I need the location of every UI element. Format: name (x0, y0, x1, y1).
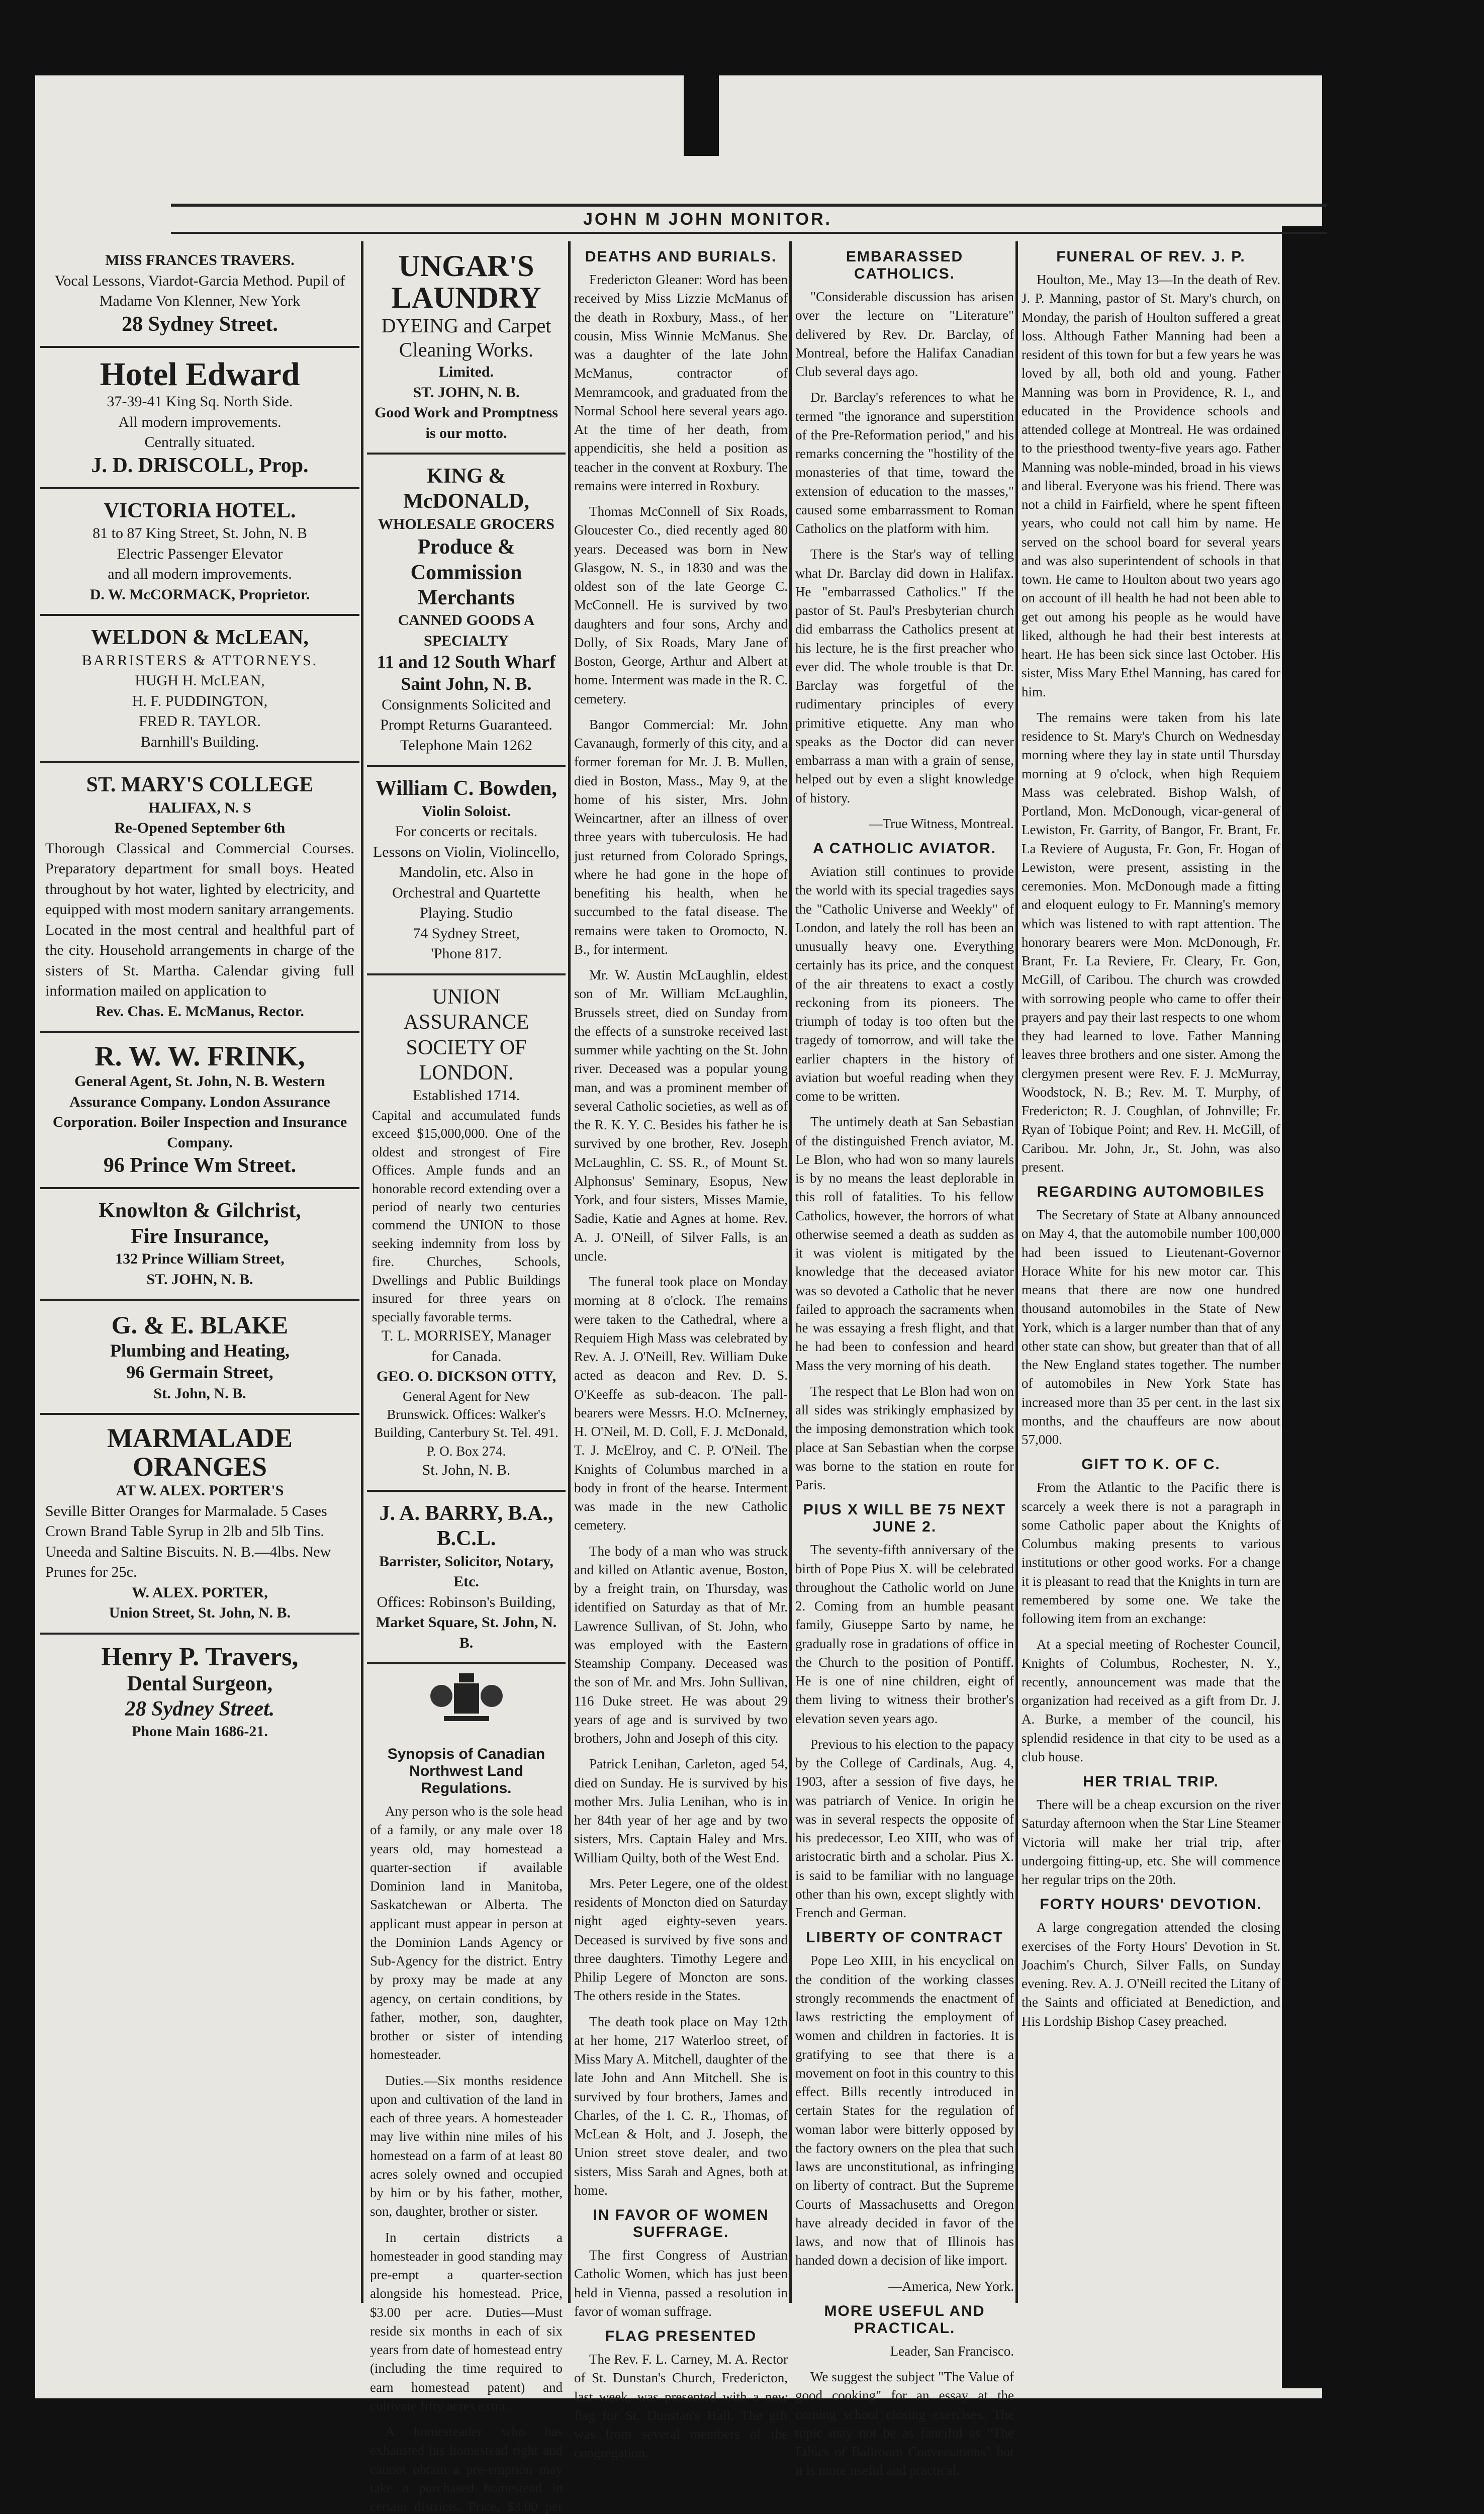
ad-address: Union Street, St. John, N. B. (109, 1604, 291, 1622)
ad-blake (40, 1301, 359, 1415)
article-paragraph: Previous to his election to the papacy by the College of Cardinals, Aug. 4, 1903, after a session of five days, he was patriarch of Venice. In origin he was in several respects the opposite of his predecessor, Leo XIII, who was of aristocratic birth and a scholar. Pius X. is said to be familiar with no language other than his own, except slightly with French and German. (795, 1736, 1014, 1920)
ad-title: MISS FRANCES TRAVERS. (105, 252, 295, 268)
ad-marmalade-oranges (40, 1415, 359, 1635)
news-column-deaths (574, 241, 788, 2470)
ad-st-marys-college (40, 763, 359, 1033)
ad-subtitle: Violin Soloist. (421, 802, 511, 820)
ad-title: William C. Bowden, (376, 777, 557, 800)
ad-text: All modern improvements. (118, 413, 282, 430)
ad-address: 96 Prince Wm Street. (103, 1154, 297, 1178)
ad-title: J. A. BARRY, B.A., B.C.L. (379, 1501, 553, 1551)
ad-subtitle: BARRISTERS & ATTORNEYS. (81, 652, 318, 669)
ad-signature: Rev. Chas. E. McManus, Rector. (96, 1003, 304, 1020)
ad-text: Good Work and Promptness is our motto. (375, 404, 558, 441)
article-heading: FORTY HOURS' DEVOTION. (1040, 1896, 1262, 1913)
article-paragraph: Patrick Lenihan, Carleton, aged 54, died on Sunday. He is survived by his mother Mrs. Julia Lenihan, who is in her 84th year of her age and by two sisters, Mrs. Captain Haley and Mrs. William Quilty, both of the West End. (574, 1756, 788, 1865)
ad-union-assurance (367, 975, 566, 1492)
article-paragraph: Bangor Commercial: Mr. John Cavanaugh, formerly of this city, and a former foreman for Mr. J. B. Mullen, died in Boston, Mass., May 9, at the home of his sister, Mrs. John Weincartner, after an illness of over three years with tuberculosis. He had just returned from Colorado Springs, where he had gone in the hope of benefiting his health, when he succumbed to the fatal disease. The remains were taken to Oromocto, N. B., for interment. (574, 716, 788, 957)
article-paragraph: At a special meeting of Rochester Council, Knights of Columbus, Rochester, N. Y., recently, announcement was made that the organization had received as a gift from Dr. J. A. Burke, a member of the council, his splendid residence in that city to be used as a club house. (1022, 1637, 1280, 1764)
masthead: JOHN M JOHN MONITOR. (171, 204, 1327, 234)
ad-ungars-laundry (367, 241, 566, 455)
ad-text: Thorough Classical and Commercial Courses. Preparatory department for small boys. Heated throughout by hot water, lighted by electricity, and equipped with most modern sanitary arrangements. Located in the most central and healthful part of the city. Household arrangements in charge of the sisters of St. Martha. Calendar giving full information mailed on application to (45, 840, 354, 1000)
ad-title: UNGAR'S LAUNDRY (391, 249, 541, 314)
article-paragraph: From the Atlantic to the Pacific there is scarcely a week there is not a paragraph in some Catholic paper about the Knights of Columbus making presents to various institutions or other good works. For a change it is pleasant to read that the Knights in turn are remembered by some one. We take the following item from an exchange: (1022, 1480, 1280, 1626)
article-heading: GIFT TO K. OF C. (1081, 1456, 1221, 1473)
ad-frink (40, 1033, 359, 1189)
notice-title: Synopsis of Canadian Northwest Land Regulations. (387, 1746, 545, 1797)
article-paragraph: The body of a man who was struck and killed on Atlantic avenue, Boston, by a freight train, on Thursday, was identified on Saturday as that of Mr. Lawrence Sullivan, of St. John, who was employed with the Eastern Steamship Company. Deceased was the son of Mr. and Mrs. John Sullivan, 116 Duke street. He was about 29 years of age and is survived by two brothers, John and Joseph of this city. (574, 1543, 788, 1746)
ad-title: ST. MARY'S COLLEGE (86, 773, 314, 797)
ad-subtitle: HALIFAX, N. S (148, 799, 251, 816)
ad-text: Electric Passenger Elevator (117, 545, 283, 562)
article-paragraph: There is the Star's way of telling what Dr. Barclay did down in Halifax. He "embarrassed Catholics." If the pastor of St. Paul's Presbyterian church did embarrass the Catholics present at his lecture, he is the first preacher who ever did. The whole trouble is that Dr. Barclay was forgetful of the rudimentary principles of every primitive etiquette. Any man who speaks as the Doctor did can never embarrass a man with a grain of sense, helped out by even a slight knowledge of history. (795, 547, 1014, 805)
notice-paragraph: Duties.—Six months residence upon and cultivation of the land in each of three years. A homesteader may live within nine miles of his homestead on a farm of at least 80 acres solely owned and occupied by him or by his father, mother, son, daughter, brother or sister. (370, 2073, 563, 2219)
ad-subtitle: Fire Insurance, (131, 1224, 269, 1248)
ad-knowlton-gilchrist (40, 1189, 359, 1301)
ad-text: Produce & Commission Merchants (410, 535, 522, 610)
ad-title: VICTORIA HOTEL. (104, 499, 296, 523)
article-paragraph: Mr. W. Austin McLaughlin, eldest son of Mr. William McLaughlin, Brussels street, died on Sunday from the effects of a sunstroke received last summer while yachting on the St. John river. Deceased was a popular young man, and was a prominent member of several Catholic societies, as well as of the R. K. Y. C. Besides his father he is survived by one brother, Rev. Joseph McLaughlin, C. SS. R., of Mount St. Alphonsus' Seminary, Esopus, New York, and four sisters, Misses Mamie, Sadie, Katie and Agnes at home. Rev. A. J. O'Neill, of Silver Falls, is an uncle. (574, 967, 788, 1264)
column-rule (568, 241, 571, 2303)
notice-paragraph: Any person who is the sole head of a family, or any male over 18 years old, may homestead a quarter-section if available Dominion land in Manitoba, Saskatchewan or Alberta. The applicant must appear in person at the Dominion Lands Agency or Sub-Agency for the district. Entry by proxy may be made at any agency, on certain conditions, by father, mother, son, daughter, brother or sister of intending homesteader. (370, 1804, 563, 2062)
column-rule (361, 241, 363, 2303)
article-paragraph: "Considerable discussion has arisen over the lecture on "Literature" delivered by Rev. Dr. Barclay, of Montreal, before the Halifax Canadian Club several days ago. (795, 289, 1014, 379)
article-paragraph: The first Congress of Austrian Catholic Women, which has just been held in Vienna, passed a resolution in favor of woman suffrage. (574, 2248, 788, 2319)
royal-arms-emblem (370, 1668, 563, 1739)
ad-king-mcdonald (367, 455, 566, 767)
ad-address: Market Square, St. John, N. B. (376, 1614, 557, 1651)
ad-phone: 'Phone 817. (431, 945, 502, 962)
ad-title: Hotel Edward (100, 355, 300, 393)
ad-title: WELDON & McLEAN, (91, 626, 309, 650)
ad-text: Centrally situated. (144, 434, 255, 451)
ad-text: For concerts or recitals. Lessons on Violin, Violincello, Mandolin, etc. Also in Orchestral and Quartette Playing. Studio (373, 823, 560, 922)
ads-column-center (367, 241, 566, 2514)
ad-address: 74 Sydney Street, (413, 925, 520, 942)
article-paragraph: Houlton, Me., May 13—In the death of Rev. J. P. Manning, pastor of St. Mary's church, on Monday, the parish of Houlton suffered a great loss. Although Father Manning had been a resident of this town for but a few years he was loved by all, both old and young. Father Manning was born in Providence, R. I., and educated in the Providence schools and attended college at Montreal. He was ordained to the priesthood twenty-five years ago. Father Manning was noble-minded, broad in his views and liberal. Everyone was his friend. There was not a child in Fairfield, where he spent fifteen years, who could not call him by name. He served on the school board for several years and was also superintendent of schools in that town. He came to Houlton about two years ago on account of ill health he had not been able to get out among his people as he would have liked, although he had their best interests at heart. He has been sick since last October. His sister, Miss Mary Ethel Manning, has cared for him. (1022, 272, 1280, 699)
article-paragraph: The death took place on May 12th at her home, 217 Waterloo street, of Miss Mary A. Mitchell, daughter of the late John and Ann Mitchell. She is survived by four brothers, James and Charles, of the I. C. R., Thomas, of McLean & Holt, and J. Joseph, the Union street stove dealer, and two sisters, Miss Sarah and Agnes, both at home. (574, 2014, 788, 2198)
ad-text: General Agent for New Brunswick. Offices: Walker's Building, Canterbury St. Tel. 491. P. O. Box 274. (374, 1388, 559, 1459)
article-heading: LIBERTY OF CONTRACT (806, 1929, 1003, 1946)
ad-title: G. & E. BLAKE (111, 1311, 289, 1339)
newspaper-page (35, 75, 1322, 2514)
coat-of-arms-icon (424, 1668, 509, 1729)
article-paragraph: The Secretary of State at Albany announced on May 4, that the automobile number 100,000 had been issued to Lieutenant-Governor Horace White for his new motor car. This means that there are now one hundred thousand automobiles in the State of New York, which is a larger number than that of any other state can show, but greater than that of all the New England states together. The number of automobiles in New York State has increased more than 35 per cent. in the last six months, and the chauffeurs are now about 57,000. (1022, 1207, 1280, 1447)
ad-hotel-edward (40, 348, 359, 489)
ad-text: CANNED GOODS A SPECIALTY (398, 612, 535, 649)
article-paragraph: We suggest the subject "The Value of good cooking" for an essay at the coming school closing exercises. The topic may not be as fanciful as "The Ethics of Ballroom Conversations" but it is more useful and practical. (795, 2369, 1014, 2478)
article-paragraph: The funeral took place on Monday morning at 8 o'clock. The remains were taken to the Cathedral, where a Requiem High Mass was celebrated by Rev. A. J. O'Neill, Rev. William Duke acted as deacon and Rev. D. S. O'Keeffe as sub-deacon. The pall-bearers were Messrs. H.O. McInerney, H. O'Neil, M. D. Coll, F. J. McDonald, T. J. McElroy, and C. P. O'Neil. The Knights of Columbus marched in a body in front of the hearse. Interment was made in the new Catholic cemetery. (574, 1274, 788, 1533)
ad-subtitle: DYEING and Carpet Cleaning Works. (381, 314, 551, 361)
ad-title: Henry P. Travers, (101, 1642, 299, 1671)
ad-address: 11 and 12 South Wharf (377, 652, 556, 672)
ad-address: 81 to 87 King Street, St. John, N. B (92, 525, 307, 542)
ad-phone: Phone Main 1686-21. (132, 1723, 268, 1740)
ad-subtitle: Established 1714. (412, 1087, 520, 1104)
ad-subtitle: WHOLESALE GROCERS (378, 515, 554, 532)
ad-signature: W. ALEX. PORTER, (132, 1584, 268, 1601)
article-heading: HER TRIAL TRIP. (1083, 1773, 1219, 1790)
article-heading: FLAG PRESENTED (605, 2328, 757, 2345)
ad-victoria-hotel (40, 489, 359, 616)
article-paragraph: Aviation still continues to provide the world with its special tragedies says the "Catholic Universe and Weekly" of London, and lately the roll has been an unusually heavy one. Everything certainly has its price, and the conquest of the air threatens to exact a costly reckoning from its pioneers. The triumph of today is too often but the tragedy of tomorrow, and will take the earlier chapters in the history of aviation but woeful reading when they come to be written. (795, 864, 1014, 1104)
article-heading: FUNERAL OF REV. J. P. (1056, 248, 1246, 265)
ad-henry-travers (40, 1635, 359, 1751)
ad-title: UNION ASSURANCE SOCIETY OF LONDON. (403, 985, 529, 1085)
article-heading: A CATHOLIC AVIATOR. (812, 840, 997, 857)
ad-barry (367, 1492, 566, 1664)
article-source: —True Witness, Montreal. (869, 816, 1014, 831)
ad-frances-travers (40, 241, 359, 348)
article-paragraph: Fredericton Gleaner: Word has been received by Miss Lizzie McManus of the death in Roxbury, Mass., of her cousin, Miss Winnie McManus. She was a daughter of the late John McManus, contractor of Memramcook, and graduated from the Normal School here several years ago. At the time of her death, from appendicitis, she held a position as teacher in the convent at Roxbury. The remains were interred in Roxbury. (574, 272, 788, 493)
article-paragraph: The respect that Le Blon had won on all sides was strikingly emphasized by the imposing demonstration which took place at San Sebastian when the corpse was borne to the station en route for Paris. (795, 1383, 1014, 1492)
article-heading: IN FAVOR OF WOMEN SUFFRAGE. (593, 2207, 769, 2240)
ad-address: 37-39-41 King Sq. North Side. (107, 393, 293, 410)
ad-subtitle: Barrister, Solicitor, Notary, Etc. (379, 1553, 553, 1590)
ad-proprietor: D. W. McCORMACK, Proprietor. (89, 586, 310, 603)
ad-text: Seville Bitter Oranges for Marmalade. 5 Cases Crown Brand Table Syrup in 2lb and 5lb Tins. Uneeda and Saltine Biscuits. N. B.—4lbs. New Prunes for 25c. (45, 1502, 331, 1581)
land-regulations-notice (367, 1664, 566, 2514)
ad-address: St. John, N. B. (153, 1385, 246, 1402)
ad-address: 96 Germain Street, (126, 1362, 273, 1383)
notice-paragraph: In certain districts a homesteader in good standing may pre-empt a quarter-section alongside his homestead. Price, $3.00 per acre. Duties—Must reside six months in each of six years from date of homestead entry (including the time required to earn homestead patent) and cultivate fifty acres extra. (370, 2229, 563, 2413)
article-source: —America, New York. (888, 2278, 1014, 2294)
article-paragraph: Dr. Barclay's references to what he termed "the ignorance and superstition of the Pre-Reformation period," and his remarks concerning the "hostility of the monasteries of that time, toward the extension of education to the masses," caused some embarrassment to Roman Catholics on the platform with him. (795, 390, 1014, 536)
ad-text: Consignments Solicited and Prompt Returns Guaranteed. (380, 696, 552, 734)
article-heading: MORE USEFUL AND PRACTICAL. (824, 2302, 985, 2337)
news-column-catholics (795, 241, 1014, 2487)
ad-address: Barnhill's Building. (140, 733, 259, 750)
ad-address: 28 Sydney Street. (122, 312, 278, 336)
ad-text: Vocal Lessons, Viardot-Garcia Method. Pupil of Madame Von Klenner, New York (54, 272, 345, 309)
article-heading: DEATHS AND BURIALS. (585, 248, 777, 265)
article-heading: REGARDING AUTOMOBILES (1037, 1184, 1265, 1200)
article-heading: PIUS X WILL BE 75 NEXT JUNE 2. (803, 1501, 1006, 1536)
article-heading: EMBARASSED CATHOLICS. (846, 248, 964, 282)
article-paragraph: Thomas McConnell of Six Roads, Gloucester Co., died recently aged 80 years. Deceased was born in New Glasgow, N. S., in 1830 and was the oldest son of the late George C. McConnell. He is survived by two daughters and four sons, Archy and Dolly, of Six Roads, Mary Jane of Boston, George, Arthur and Albert at home. Interment was made in the R. C. cemetery. (574, 504, 788, 706)
ad-address: 28 Sydney Street. (125, 1697, 275, 1721)
notice-paragraph: A homesteader who has exhausted his homestead right and cannot obtain a pre-emption may take a purchased homestead in certain districts. Price, $3.00 per (370, 2424, 563, 2514)
ad-text: GEO. O. DICKSON OTTY, (376, 1368, 556, 1385)
ads-column-left (40, 241, 359, 1751)
column-rule (789, 241, 792, 2303)
article-paragraph: The Rev. F. L. Carney, M. A. Rector of St. Dunstan's Church, Fredericton, last week, was presented with a new flag for St. Dunstan's Hall. The gift was from several members of the congregation. (574, 2352, 788, 2461)
ad-text: Offices: Robinson's Building, (377, 1593, 556, 1610)
article-paragraph: A large congregation attended the closing exercises of the Forty Hours' Devotion in St. Joachim's Church, Silver Falls, on Sunday evening. Rev. A. J. O'Neill recited the Litany of the Saints and officiated at Benediction, and His Lordship Bishop Casey preached. (1022, 1920, 1280, 2029)
article-paragraph: Mrs. Peter Legere, one of the oldest residents of Moncton died on Saturday night aged eighty-seven years. Deceased is survived by five sons and three daughters. Timothy Legere and Philip Legere of Moncton are sons. The others reside in the States. (574, 1875, 788, 2004)
ad-address: 132 Prince William Street, (115, 1250, 285, 1268)
paper-edge (1282, 226, 1327, 2388)
ad-text: Re-Opened September 6th (114, 820, 286, 837)
ad-title: Knowlton & Gilchrist, (99, 1199, 301, 1223)
ad-text: Capital and accumulated funds exceed $15,000,000. One of the oldest and strongest of Fire Offices. Ample funds and an honorable record extending over a period of nearly two centuries commend the UNION to those seeking indemnity from loss by fire. Churches, Schools, Dwellings and Public Buildings insured for three years on specially favorable terms. (372, 1107, 561, 1324)
article-paragraph: Pope Leo XIII, in his encyclical on the condition of the working classes strongly recommends the enactment of laws restricting the employment of women and children in factories. It is gratifying to see that there is a movement on foot in this country to this effect. Bills recently introduced in certain States for the regulation of woman labor were bitterly opposed by the factory owners on the plea that such laws are unconstitutional, as infringing on liberty of contract. But the Supreme Courts of Massachusetts and Oregon have already decided in favor of the laws, and now that of Illinois has handed down a decision of like import. (795, 1953, 1014, 2268)
article-paragraph: The untimely death at San Sebastian of the distinguished French aviator, M. Le Blon, who had won so many laurels is by no means the least deplorable in this roll of fatalities. To his fellow Catholics, however, the horrors of what otherwise seemed a death as sudden as it was violent is mitigated by the knowledge that the deceased aviator was so devoted a Catholic that he never failed to approach the sacraments when he was essaying a fresh flight, and that he had been to confession and heard Mass the very morning of his death. (795, 1114, 1014, 1373)
paper-tear (684, 75, 719, 156)
ad-weldon-mclean (40, 616, 359, 763)
ad-text: FRED R. TAYLOR. (139, 713, 261, 730)
ad-address: Saint John, N. B. (401, 673, 532, 694)
ad-text: T. L. MORRISEY, Manager for Canada. (381, 1327, 551, 1365)
ad-address: St. John, N. B. (422, 1462, 511, 1479)
ad-title: KING & McDONALD, (403, 465, 529, 513)
article-paragraph: The seventy-fifth anniversary of the birth of Pope Pius X. will be celebrated throughout the Catholic world on June 2. Coming from an humble peasant family, Giuseppe Sarto by name, he gradually rose in gradations of office in the Church to the position of Pontiff. He is one of nine children, eight of them living to witness their brother's elevation seven years ago. (795, 1542, 1014, 1726)
ad-address: ST. JOHN, N. B. (413, 384, 520, 401)
news-column-funeral (1022, 241, 1280, 2038)
ad-text: HUGH H. McLEAN, (135, 672, 265, 689)
ad-phone: Telephone Main 1262 (400, 737, 532, 754)
article-paragraph: There will be a cheap excursion on the river Saturday afternoon when the Star Line Steamer Victoria will make her trial trip, after undergoing fitting-up, etc. She will commence her regular trips on the 20th. (1022, 1797, 1280, 1887)
ad-title: MARMALADE ORANGES (107, 1423, 293, 1482)
article-paragraph: The remains were taken from his late residence to St. Mary's Church on Wednesday morning where they lay in state until Thursday morning at 9 o'clock, when high Requiem Mass was celebrated. Bishop Walsh, of Portland, Mon. McDonough, vicar-general of Lewiston, Fr. Garrity, of Bangor, Fr. Brant, Fr. La Reviere of Augusta, Fr. Gon, Fr. Hogan of Lewiston, were present, assisting in the ceremonies. Mon. McDonough made a fitting and eloquent eulogy to Fr. Manning's memory which was listened to with rapt attention. The honorary bearers were Mon. McDonough, Fr. Brant, Fr. La Reviere, Fr. Cleary, Fr. Gon, McGill, of Caribou. The church was crowded with sorrowing people who came to offer their prayers and pay their last respects to one whom they had learned to love. Father Manning leaves three brothers and one sister. Among the clergymen present were Rev. F. J. McMurray, Woodstock, N. B.; Rev. M. T. Murphy, of Fredericton; R. J. Coughlan, of Johnville; Fr. Ryan of Tobique Point; and Rev. H. McGill, of Caribou. Mr. John, Jr., St. John, was also present. (1022, 709, 1280, 1175)
ad-title: R. W. W. FRINK, (95, 1041, 305, 1072)
ad-text: General Agent, St. John, N. B. Western Assurance Company. London Assurance Corporation. Boiler Inspection and Insurance Company. (52, 1073, 347, 1151)
article-source: Leader, San Francisco. (890, 2343, 1014, 2359)
ad-address: ST. JOHN, N. B. (146, 1271, 253, 1288)
ad-text: and all modern improvements. (108, 566, 292, 583)
column-rule (1015, 241, 1018, 2303)
ad-subtitle: AT W. ALEX. PORTER'S (116, 1482, 284, 1499)
ad-subtitle: Plumbing and Heating, (110, 1340, 290, 1361)
ad-proprietor: J. D. DRISCOLL, Prop. (91, 454, 309, 477)
ad-text: Limited. (438, 364, 494, 380)
ad-text: H. F. PUDDINGTON, (132, 692, 268, 709)
ad-bowden (367, 767, 566, 975)
ad-subtitle: Dental Surgeon, (127, 1672, 273, 1695)
